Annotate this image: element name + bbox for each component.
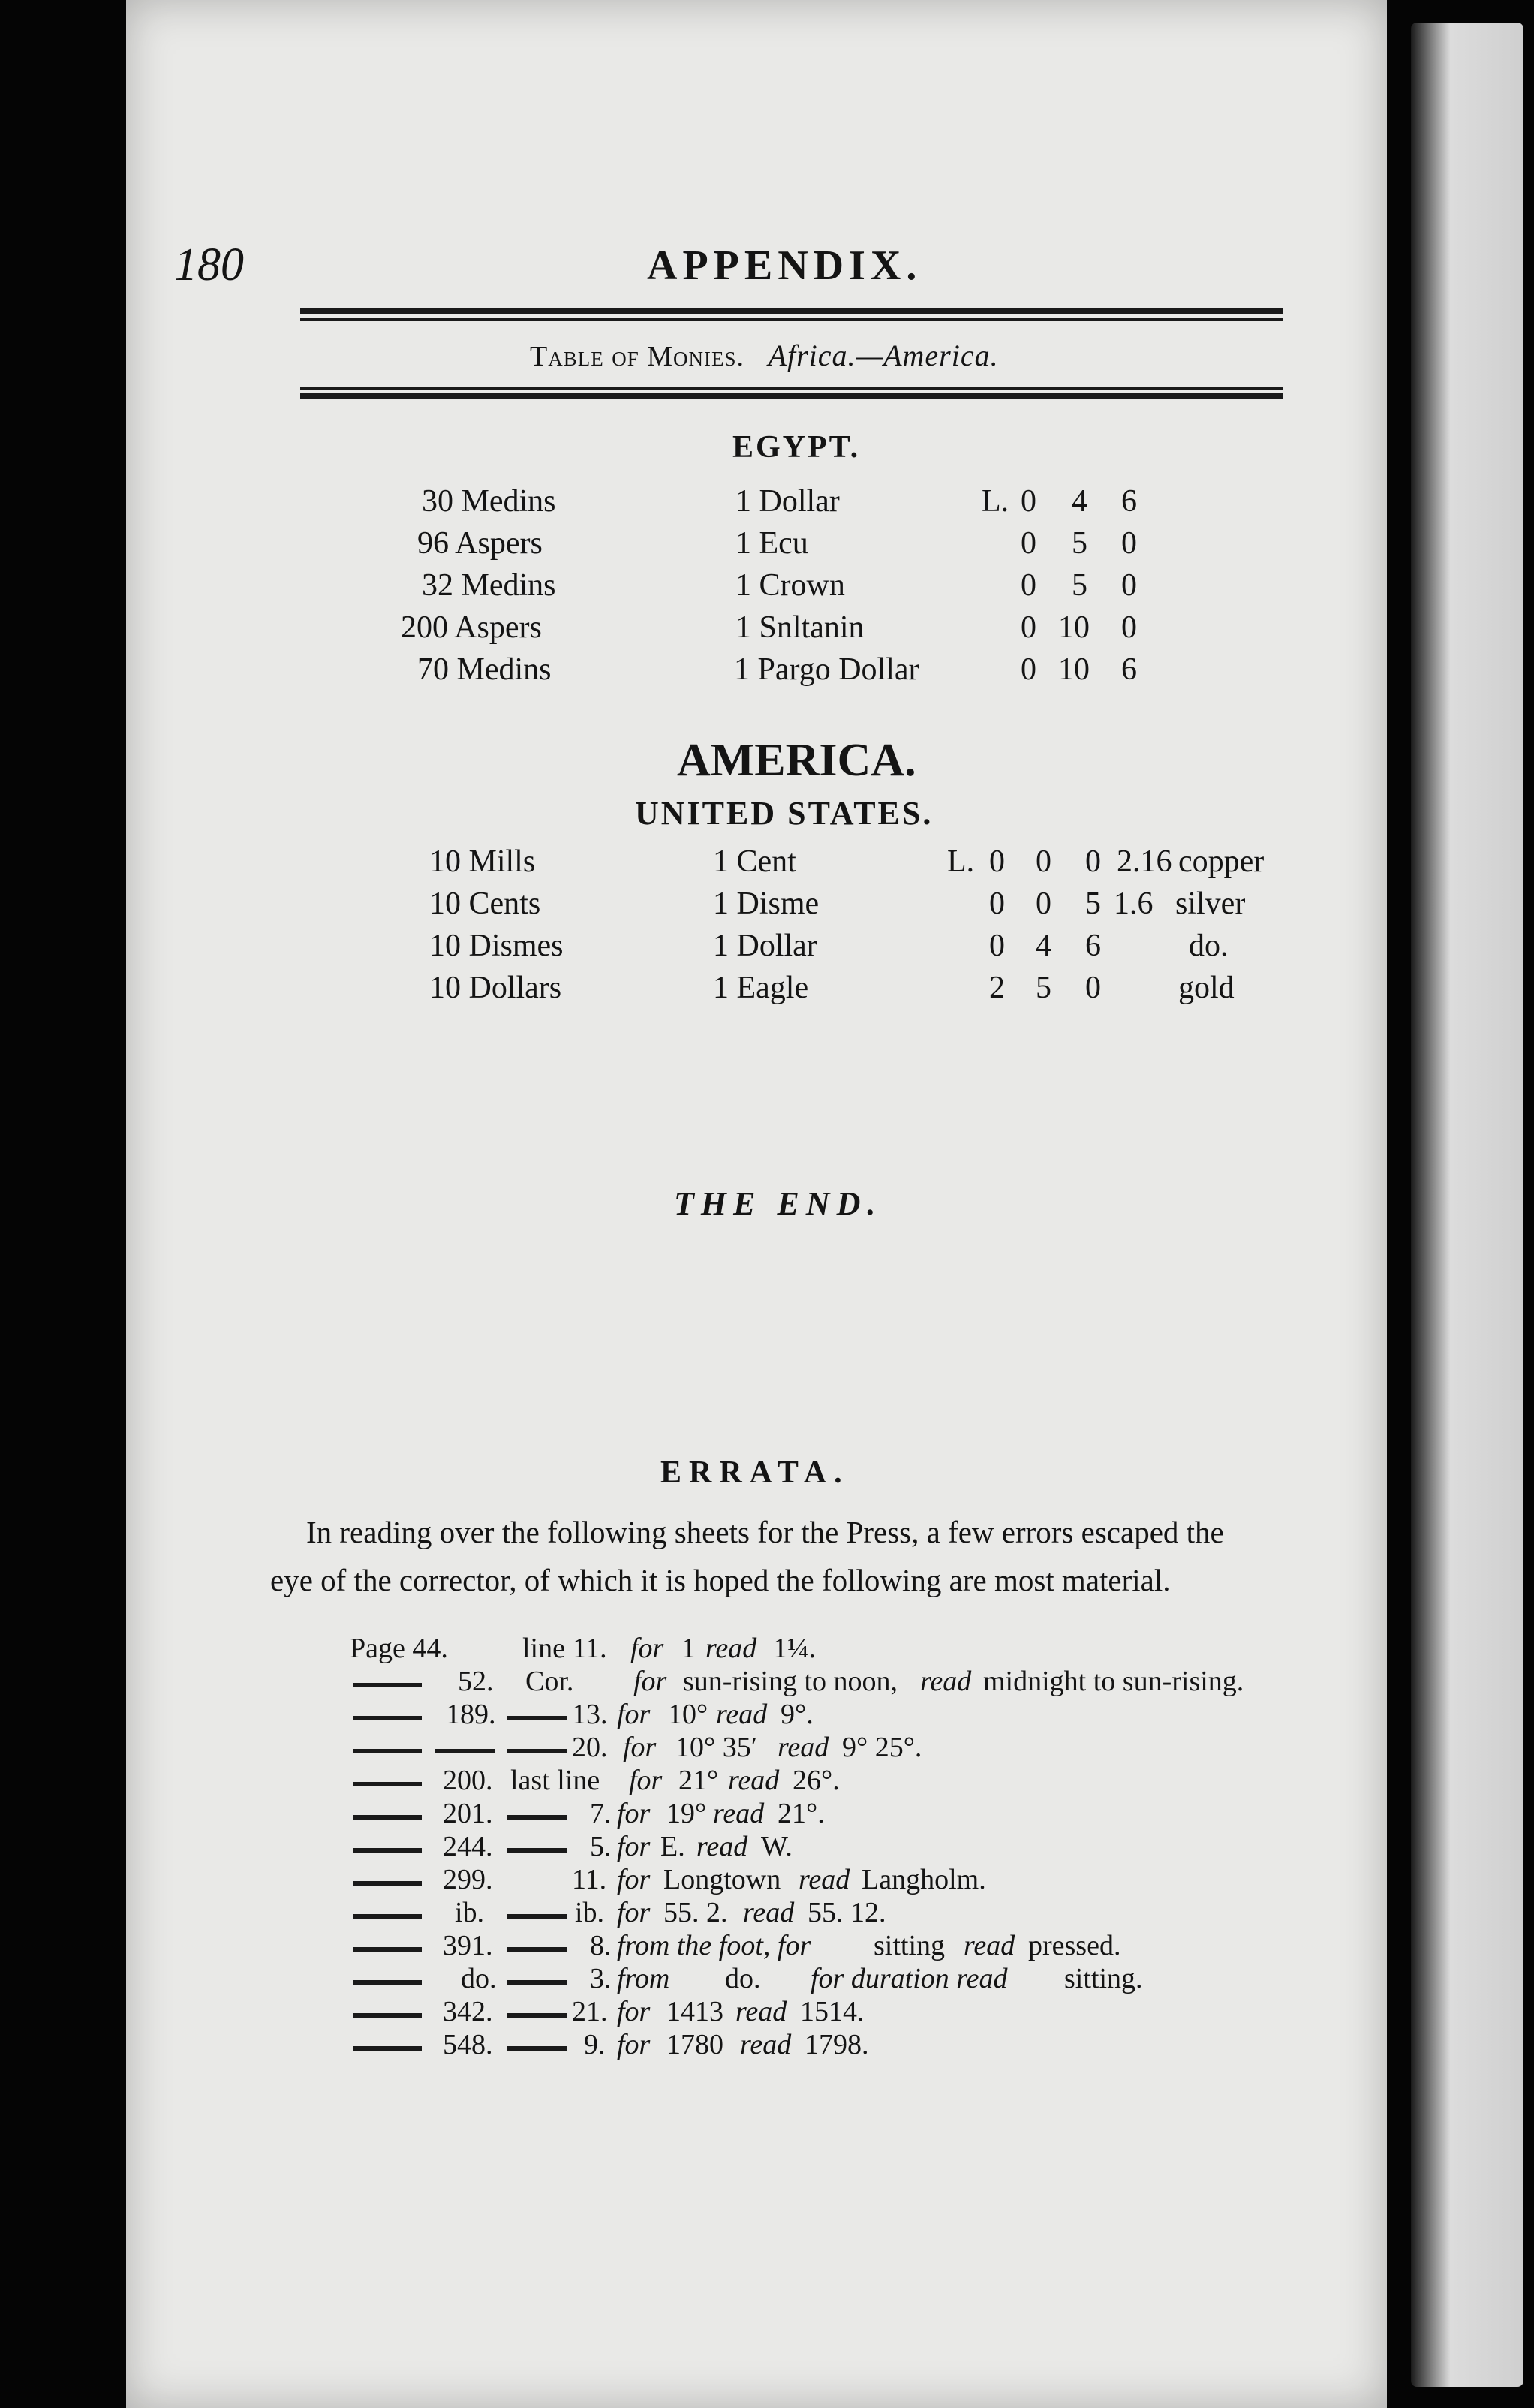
ditto-dash — [353, 1683, 422, 1687]
entry-right: pressed. — [1028, 1930, 1121, 1961]
pence: 0 — [1085, 971, 1101, 1005]
entry-for: for — [617, 1996, 651, 2027]
entry-read: read — [799, 1864, 850, 1895]
ditto-dash — [353, 1848, 422, 1853]
ditto-dash — [353, 1716, 422, 1720]
entry-for: from the foot, for — [617, 1930, 811, 1961]
entry-line: 21. — [572, 1996, 608, 2027]
ditto-dash — [507, 2046, 567, 2051]
entry-wrong: do. — [725, 1963, 761, 1994]
pounds: 0 — [1021, 568, 1036, 603]
from-amount: 10 Cents — [429, 886, 541, 921]
ditto-dash — [353, 1881, 422, 1886]
entry-page: 200. — [443, 1765, 493, 1796]
entry-line: 9. — [584, 2029, 606, 2060]
metal: copper — [1178, 844, 1265, 879]
to-amount: 1 Disme — [713, 886, 820, 921]
pence: 6 — [1085, 929, 1101, 963]
entry-line: last line — [510, 1765, 600, 1796]
entry-line: 11. — [572, 1864, 607, 1895]
metal: do. — [1189, 929, 1229, 963]
entry-page: Page 44. — [350, 1633, 448, 1664]
pence: 0 — [1121, 568, 1137, 603]
entry-wrong: Longtown — [663, 1864, 781, 1895]
entry-wrong: 55. 2. — [663, 1897, 728, 1928]
entry-wrong: 1413 — [666, 1996, 723, 2027]
table-heading-regions: Africa.—America. — [768, 339, 999, 372]
entry-wrong: 1780 — [666, 2029, 723, 2060]
shillings: 10 — [1058, 610, 1090, 645]
bottom-rule-thin — [300, 387, 1283, 390]
entry-read: read — [716, 1699, 768, 1730]
ditto-dash — [353, 2013, 422, 2018]
entry-right: 21°. — [778, 1798, 825, 1829]
entry-wrong: sitting — [874, 1930, 946, 1961]
metal: gold — [1178, 971, 1235, 1005]
entry-line: 20. — [572, 1732, 608, 1763]
shillings: 4 — [1036, 929, 1051, 963]
entry-page: 342. — [443, 1996, 493, 2027]
ditto-dash — [353, 2046, 422, 2051]
entry-for: from — [617, 1963, 670, 1994]
entry-line: 8. — [590, 1930, 612, 1961]
entry-line: 5. — [590, 1831, 612, 1862]
entry-for: for — [630, 1633, 664, 1664]
pounds: 0 — [989, 929, 1005, 963]
to-amount: 1 Cent — [713, 844, 796, 879]
currency-mark: L. — [982, 484, 1009, 519]
entry-for: for — [617, 1831, 651, 1862]
ditto-dash — [507, 1848, 567, 1853]
entry-page: 391. — [443, 1930, 493, 1961]
pence: 0 — [1085, 844, 1101, 879]
entry-page: 244. — [443, 1831, 493, 1862]
table-heading-label: Table of Monies. — [530, 341, 745, 372]
pounds: 0 — [1021, 610, 1036, 645]
entry-page: 189. — [446, 1699, 496, 1730]
to-amount: 1 Crown — [735, 568, 845, 603]
pounds: 0 — [1021, 652, 1036, 687]
entry-page: 548. — [443, 2029, 493, 2060]
to-amount: 1 Dollar — [713, 929, 817, 963]
entry-for: for — [617, 2029, 651, 2060]
adjacent-page-edge — [1411, 23, 1523, 2387]
ditto-dash — [353, 1815, 422, 1820]
running-head: APPENDIX. — [647, 242, 922, 289]
top-rule-thick — [300, 308, 1283, 314]
ditto-dash — [507, 1980, 567, 1985]
entry-page: 201. — [443, 1798, 493, 1829]
entry-wrong: 19° — [666, 1798, 707, 1829]
entry-read: read — [920, 1666, 972, 1697]
shillings: 5 — [1072, 568, 1087, 603]
shillings: 10 — [1058, 652, 1090, 687]
entry-for: for — [629, 1765, 663, 1796]
ditto-dash — [507, 2013, 567, 2018]
pounds: 2 — [989, 971, 1005, 1005]
pence: 6 — [1121, 652, 1137, 687]
entry-for: for — [617, 1699, 651, 1730]
pence: 0 — [1121, 526, 1137, 561]
page-number: 180 — [174, 239, 244, 290]
errata-title: ERRATA. — [660, 1455, 850, 1490]
pounds: 0 — [989, 886, 1005, 921]
shillings: 4 — [1072, 484, 1087, 519]
entry-for: for — [633, 1666, 667, 1697]
to-amount: 1 Ecu — [735, 526, 808, 561]
america-heading: AMERICA. — [677, 735, 916, 786]
from-amount: 70 Medins — [417, 652, 552, 687]
pence: 0 — [1121, 610, 1137, 645]
entry-read: read — [705, 1633, 757, 1664]
currency-mark: L. — [947, 844, 975, 879]
farthings: 1.6 — [1114, 886, 1154, 921]
entry-for: for — [617, 1798, 651, 1829]
entry-wrong: 1 — [681, 1633, 696, 1664]
to-amount: 1 Eagle — [713, 971, 809, 1005]
entry-read: read — [728, 1765, 780, 1796]
entry-read: read — [964, 1930, 1015, 1961]
entry-right: 1798. — [805, 2029, 869, 2060]
entry-read: read — [696, 1831, 748, 1862]
entry-wrong: E. — [660, 1831, 685, 1862]
ditto-dash — [507, 1914, 567, 1919]
entry-line: 7. — [590, 1798, 612, 1829]
ditto-dash — [507, 1716, 567, 1720]
pence: 5 — [1085, 886, 1101, 921]
entry-page: do. — [461, 1963, 497, 1994]
the-end: THE END. — [674, 1185, 883, 1222]
entry-line: ib. — [575, 1897, 605, 1928]
from-amount: 10 Dollars — [429, 971, 562, 1005]
entry-page: 299. — [443, 1864, 493, 1895]
entry-read: read — [778, 1732, 829, 1763]
entry-wrong: 21° — [678, 1765, 719, 1796]
shillings: 5 — [1072, 526, 1087, 561]
entry-page: ib. — [455, 1897, 485, 1928]
entry-for: for — [623, 1732, 657, 1763]
pence: 6 — [1121, 484, 1137, 519]
egypt-heading: EGYPT. — [732, 430, 861, 465]
ditto-dash — [353, 1782, 422, 1786]
entry-right: 1¼. — [773, 1633, 816, 1664]
ditto-dash — [507, 1947, 567, 1952]
to-amount: 1 Dollar — [735, 484, 840, 519]
entry-line: 3. — [590, 1963, 612, 1994]
entry-read: read — [735, 1996, 787, 2027]
pounds: 0 — [1021, 526, 1036, 561]
to-amount: 1 Pargo Dollar — [734, 652, 919, 687]
entry-right: Langholm. — [862, 1864, 986, 1895]
from-amount: 200 Aspers — [401, 610, 542, 645]
shillings: 0 — [1036, 844, 1051, 879]
entry-right: W. — [761, 1831, 793, 1862]
top-rule-thin — [300, 318, 1283, 321]
ditto-dash — [507, 1749, 567, 1753]
entry-right: sitting. — [1064, 1963, 1143, 1994]
entry-line: Cor. — [525, 1666, 574, 1697]
pounds: 0 — [989, 844, 1005, 879]
entry-right: 9° 25°. — [842, 1732, 922, 1763]
entry-read: read — [740, 2029, 792, 2060]
pounds: 0 — [1021, 484, 1036, 519]
entry-right: 9°. — [781, 1699, 814, 1730]
table-heading — [530, 338, 999, 373]
metal: silver — [1175, 886, 1246, 921]
entry-page: 52. — [458, 1666, 494, 1697]
entry-wrong: 10° — [668, 1699, 708, 1730]
united-states-heading: UNITED STATES. — [635, 795, 934, 832]
errata-intro-line-1: In reading over the following sheets for the Press, a few errors escaped the — [306, 1515, 1224, 1549]
entry-wrong: sun-rising to noon, — [683, 1666, 898, 1697]
ditto-dash — [353, 1749, 422, 1753]
to-amount: 1 Snltanin — [735, 610, 865, 645]
ditto-dash — [353, 1914, 422, 1919]
entry-line: line 11. — [522, 1633, 607, 1664]
entry-read: read — [743, 1897, 795, 1928]
entry-wrong: 10° 35′ — [675, 1732, 758, 1763]
entry-read: for duration read — [811, 1963, 1008, 1994]
entry-read: read — [713, 1798, 765, 1829]
entry-line: 13. — [572, 1699, 608, 1730]
ditto-dash — [353, 1980, 422, 1985]
ditto-dash — [353, 1947, 422, 1952]
entry-right: midnight to sun-rising. — [983, 1666, 1244, 1697]
entry-for: for — [617, 1864, 651, 1895]
bottom-rule-thick — [300, 393, 1283, 399]
from-amount: 96 Aspers — [417, 526, 543, 561]
from-amount: 30 Medins — [422, 484, 556, 519]
shillings: 0 — [1036, 886, 1051, 921]
ditto-dash — [435, 1749, 495, 1753]
entry-right: 55. 12. — [808, 1897, 886, 1928]
from-amount: 32 Medins — [422, 568, 556, 603]
farthings: 2.16 — [1117, 844, 1172, 879]
ditto-dash — [507, 1815, 567, 1820]
shillings: 5 — [1036, 971, 1051, 1005]
from-amount: 10 Dismes — [429, 929, 564, 963]
entry-right: 1514. — [800, 1996, 865, 2027]
entry-for: for — [617, 1897, 651, 1928]
errata-intro-line-2: eye of the corrector, of which it is hoped the following are most material. — [270, 1563, 1171, 1597]
entry-right: 26°. — [793, 1765, 840, 1796]
from-amount: 10 Mills — [429, 844, 536, 879]
